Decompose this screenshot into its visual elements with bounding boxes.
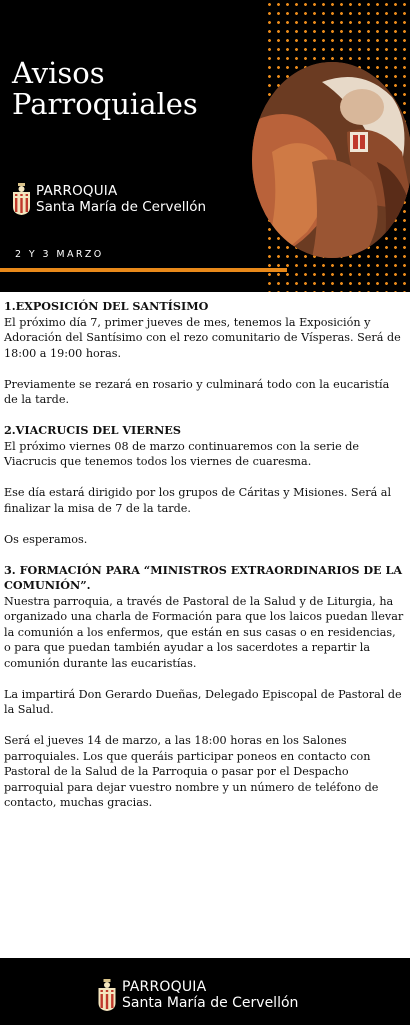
brand-line-2: Santa María de Cervellón <box>36 199 207 215</box>
announcement-section-3 <box>4 563 404 811</box>
footer-parish-brand <box>97 978 298 1012</box>
announcements-body <box>4 299 404 811</box>
saint-sculpture-photo <box>252 62 410 258</box>
section-paragraph: Os esperamos. <box>4 532 88 546</box>
section-heading: 3. FORMACIÓN PARA “MINISTROS EXTRAORDINARIOS DE LA COMUNIÓN”. <box>4 562 403 592</box>
section-paragraph: Nuestra parroquia, a través de Pastoral de la Salud y de Liturgia, ha organizado una charla de Formación para que los laicos puedan llevar la comunión a los enfermos, que están en sus casas o en residencias, o para que puedan también ayudar a los sacerdotes a repartir la comunión durante las eucaristías. <box>4 594 404 670</box>
title-line-2: Parroquiales <box>12 87 198 121</box>
section-paragraph: El próximo día 7, primer jueves de mes, tenemos la Exposición y Adoración del Santísimo con el rezo comunitario de Vísperas. Será de 18:00 a 19:00 horas. <box>4 315 401 360</box>
section-paragraph: El próximo viernes 08 de marzo continuaremos con la serie de Viacrucis que tenemos todos los viernes de cuaresma. <box>4 439 360 468</box>
section-paragraph: Ese día estará dirigido por los grupos de Cáritas y Misiones. Será al finalizar la misa de 7 de la tarde. <box>4 486 392 515</box>
footer-brand-line-1: PARROQUIA <box>122 979 207 995</box>
section-paragraph: Previamente se rezará en rosario y culminará todo con la eucaristía de la tarde. <box>4 377 390 406</box>
announcement-section-1 <box>4 299 404 408</box>
parish-brand-text <box>36 183 206 215</box>
section-paragraph: La impartirá Don Gerardo Dueñas, Delegado Episcopal de Pastoral de la Salud. <box>4 687 402 716</box>
page-title <box>12 58 252 120</box>
footer-brand-line-2: Santa María de Cervellón <box>122 995 299 1011</box>
announcement-date: 2 Y 3 MARZO <box>15 249 104 260</box>
section-paragraph: Será el jueves 14 de marzo, a las 18:00 horas en los Salones parroquiales. Los que queráis participar poneos en contacto con Pastoral de la Salud de la Parroquia o pasar por el Despacho parroquial para dejar vuestro nombre y un número de teléfono de contacto, muchas gracias. <box>4 734 379 809</box>
header-banner <box>0 0 410 292</box>
accent-divider <box>0 268 287 272</box>
footer-brand-text <box>122 979 298 1011</box>
brand-line-1: PARROQUIA <box>36 183 118 199</box>
parish-shield-icon <box>97 978 117 1012</box>
parish-brand <box>12 182 206 216</box>
footer-banner <box>0 958 410 1025</box>
parish-shield-icon <box>12 182 31 216</box>
announcement-section-2 <box>4 423 404 547</box>
section-heading: 2.VIACRUCIS DEL VIERNES <box>4 423 181 437</box>
section-heading: 1.EXPOSICIÓN DEL SANTÍSIMO <box>4 299 209 313</box>
title-line-1: Avisos <box>12 56 105 90</box>
